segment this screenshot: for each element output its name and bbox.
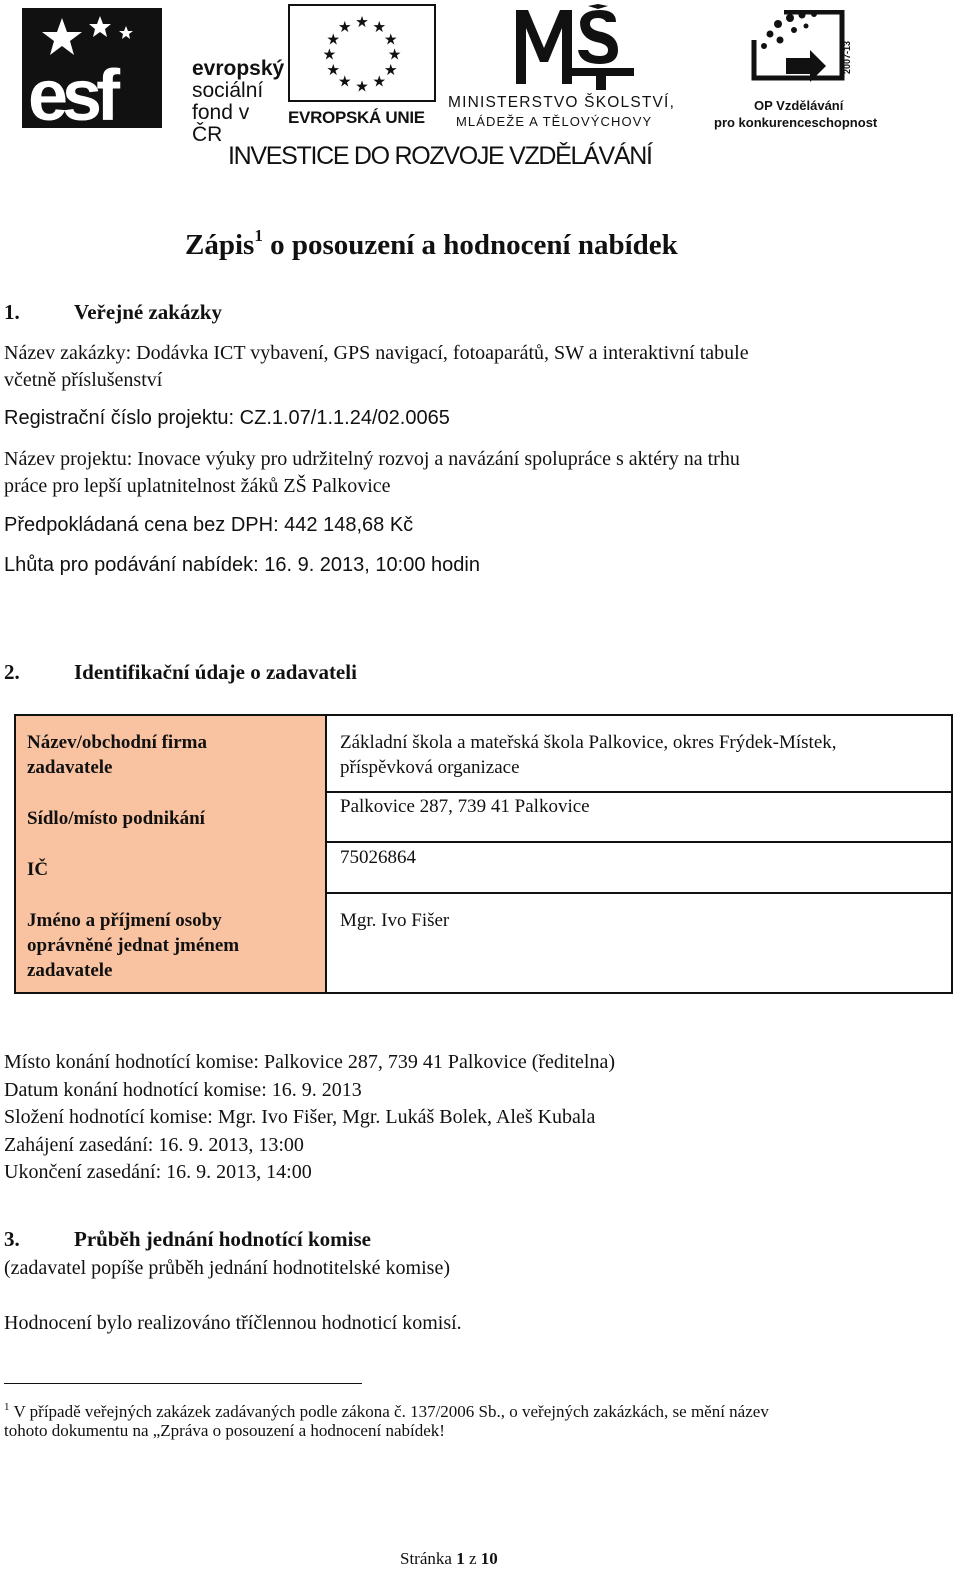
row-osoba-label-line2: oprávněné jednat jménem	[27, 935, 240, 956]
msmt-logo	[448, 4, 708, 130]
projekt-line2: práce pro lepší uplatnitelnost žáků ZŠ Palkovice	[4, 475, 391, 497]
eu-label: EVROPSKÁ UNIE	[288, 108, 425, 127]
row-name-value-line2: příspěvková organizace	[340, 757, 520, 778]
svg-text:★: ★	[326, 61, 341, 80]
row-name-label	[27, 730, 207, 780]
section2-heading	[4, 660, 357, 685]
op-years: 2007-13	[842, 40, 852, 74]
row-sidlo-label: Sídlo/místo podnikání	[27, 808, 205, 829]
zakazka-line1: Název zakázky: Dodávka ICT vybavení, GPS navigací, fotoaparátů, SW a interaktivní tabule	[4, 342, 749, 364]
svg-text:★: ★	[383, 30, 398, 49]
esf-logo	[22, 8, 285, 146]
msmt-line1: MINISTERSTVO ŠKOLSTVÍ,	[448, 94, 676, 111]
page-current: 1	[456, 1549, 465, 1568]
row-osoba-label-line1: Jméno a příjmení osoby	[27, 910, 222, 931]
svg-text:esf: esf	[28, 56, 115, 128]
op-emblem-icon	[750, 10, 860, 94]
section1-title: Veřejné zakázky	[74, 300, 222, 324]
misto-konani: Místo konání hodnotící komise: Palkovice 287, 739 41 Palkovice (ředitelna)	[4, 1051, 616, 1073]
svg-text:★: ★	[337, 72, 352, 91]
registracni-cislo: Registrační číslo projektu: CZ.1.07/1.1.24/02.0065	[4, 407, 450, 429]
row-ic-value: 75026864	[340, 847, 416, 868]
svg-text:★: ★	[337, 17, 352, 36]
row-divider	[327, 841, 951, 843]
zahajeni-zasedani: Zahájení zasedání: 16. 9. 2013, 13:00	[4, 1134, 304, 1156]
section1-number: 1.	[4, 300, 20, 324]
svg-text:★: ★	[326, 30, 341, 49]
row-divider	[327, 892, 951, 894]
footnote-separator	[4, 1383, 362, 1384]
eu-logo	[288, 4, 438, 130]
section3-heading	[4, 1227, 371, 1252]
footnote-text1: V případě veřejných zakázek zadávaných podle zákona č. 137/2006 Sb., o veřejných zakázkách, se mění název	[9, 1402, 769, 1421]
zakazka-line2: včetně příslušenství	[4, 369, 163, 391]
msmt-line2: MLÁDEŽE A TĚLOVÝCHOVY	[456, 114, 653, 129]
section3-note: (zadavatel popíše průběh jednání hodnotitelské komise)	[4, 1257, 450, 1279]
section3-text: Hodnocení bylo realizováno tříčlennou hodnoticí komisí.	[4, 1312, 462, 1334]
row-osoba-label-line3: zadavatele	[27, 960, 113, 981]
row-ic-label: IČ	[27, 859, 49, 880]
row-sidlo-value: Palkovice 287, 739 41 Palkovice	[340, 796, 590, 817]
esf-line1: evropský	[192, 57, 285, 80]
zadavatel-table	[14, 714, 953, 994]
section1-heading	[4, 300, 222, 325]
esf-line3: fond v ČR	[192, 101, 250, 146]
op-line2: pro konkurenceschopnost	[714, 115, 878, 130]
op-logo	[714, 4, 884, 130]
op-line1: OP Vzdělávání	[754, 98, 844, 113]
svg-text:★: ★	[322, 45, 337, 64]
svg-text:★: ★	[383, 61, 398, 80]
ukonceni-zasedani: Ukončení zasedání: 16. 9. 2013, 14:00	[4, 1161, 312, 1183]
msmt-emblem-icon	[510, 4, 640, 90]
title-footnote-mark: 1	[254, 226, 263, 245]
page-number	[400, 1549, 498, 1569]
slozeni-komise: Složení hodnotící komise: Mgr. Ivo Fišer, Mgr. Lukáš Bolek, Aleš Kubala	[4, 1106, 596, 1128]
predpokladana-cena: Předpokládaná cena bez DPH: 442 148,68 Kč	[4, 514, 414, 536]
page-prefix: Stránka	[400, 1549, 457, 1568]
row-osoba-label	[27, 908, 239, 983]
esf-emblem-icon	[22, 8, 162, 128]
row-name-label-line1: Název/obchodní firma	[27, 732, 207, 753]
page-total: 10	[480, 1549, 498, 1568]
row-name-label-line2: zadavatele	[27, 757, 113, 778]
page-title	[185, 226, 678, 262]
eu-flag-icon	[288, 4, 436, 102]
datum-konani: Datum konání hodnotící komise: 16. 9. 2013	[4, 1079, 362, 1101]
section2-title: Identifikační údaje o zadavateli	[74, 660, 357, 684]
row-name-value	[340, 730, 837, 780]
svg-text:★: ★	[372, 17, 387, 36]
investice-slogan: INVESTICE DO ROZVOJE VZDĚLÁVÁNÍ	[228, 142, 652, 170]
lhuta-nabidek: Lhůta pro podávání nabídek: 16. 9. 2013, 10:00 hodin	[4, 554, 480, 576]
page-middle: z	[464, 1549, 481, 1568]
footnote-line2: tohoto dokumentu na „Zpráva o posouzení a hodnocení nabídek!	[4, 1421, 445, 1440]
row-osoba-value: Mgr. Ivo Fišer	[340, 910, 450, 931]
projekt-line1: Název projektu: Inovace výuky pro udržitelný rozvoj a navázání spolupráce s aktéry na trhu	[4, 448, 740, 470]
row-divider	[327, 791, 951, 793]
section3-number: 3.	[4, 1227, 20, 1251]
row-name-value-line1: Základní škola a mateřská škola Palkovice, okres Frýdek-Místek,	[340, 732, 837, 753]
esf-line2: sociální	[192, 79, 264, 102]
svg-text:★: ★	[387, 45, 402, 64]
section3-title: Průběh jednání hodnotící komise	[74, 1227, 371, 1251]
svg-text:★: ★	[355, 77, 369, 96]
svg-text:★: ★	[355, 13, 369, 32]
footnote-mark: 1	[4, 1401, 10, 1413]
title-after: o posouzení a hodnocení nabídek	[262, 229, 678, 261]
section2-number: 2.	[4, 660, 20, 684]
title-before: Zápis	[185, 229, 255, 261]
svg-text:★: ★	[372, 72, 387, 91]
